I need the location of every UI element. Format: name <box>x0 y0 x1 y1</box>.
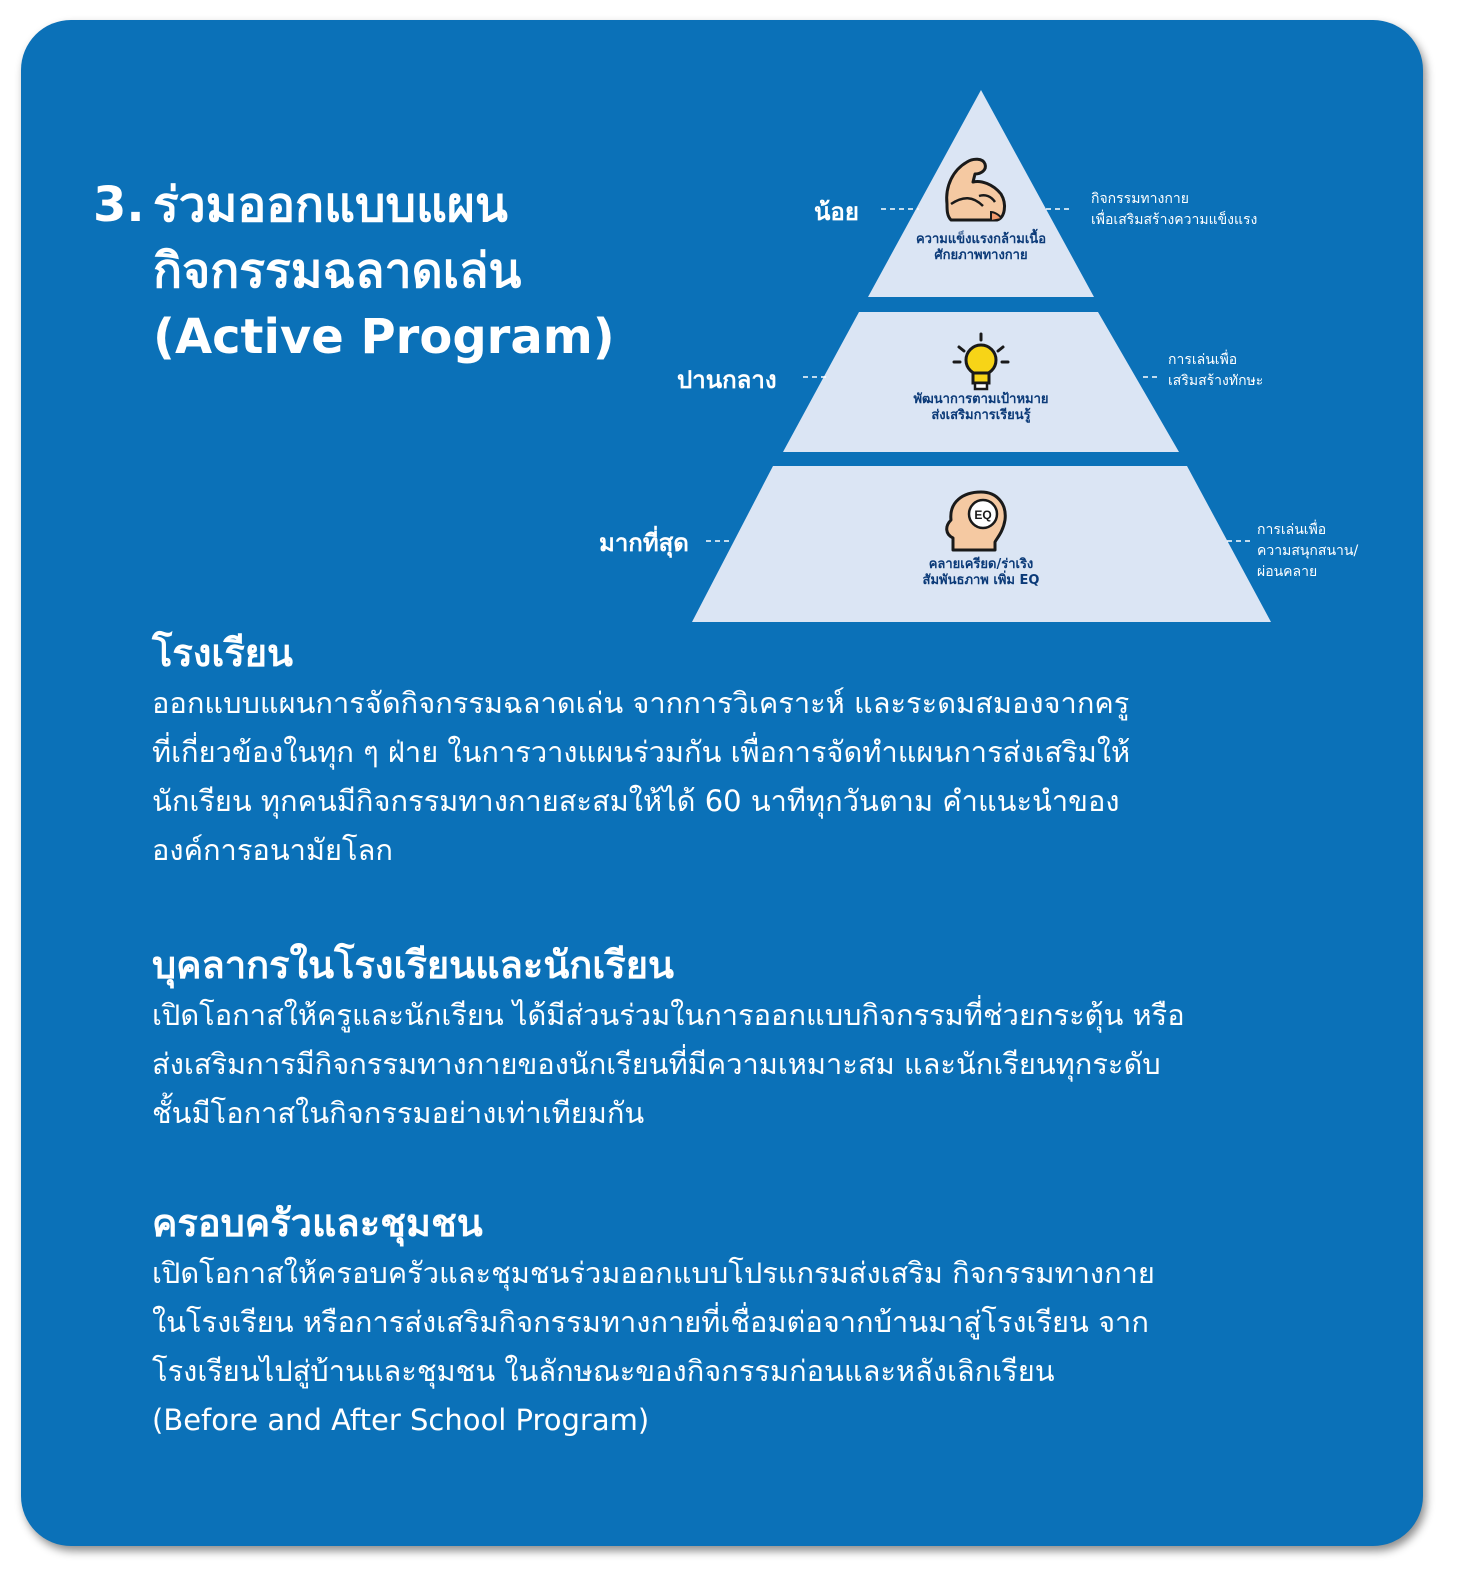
section-staff-students <box>152 939 1332 1138</box>
pyramid-note-middle <box>1168 350 1263 392</box>
note-line: การเล่นเพื่อ <box>1168 352 1238 368</box>
section-heading: โรงเรียน <box>152 631 294 675</box>
note-line: กิจกรรมทางกาย <box>1091 191 1189 207</box>
section-text-line: (Before and After School Program) <box>152 1403 650 1437</box>
section-school <box>152 627 1332 875</box>
pyramid-label-low: น้อย <box>814 198 859 226</box>
note-line: ความสนุกสนาน/ <box>1257 543 1359 559</box>
pyramid-label-medium: ปานกลาง <box>677 366 777 394</box>
section-text-line: โรงเรียนไปสู่บ้านและชุมชน ในลักษณะของกิจกรรมก่อนและหลังเลิกเรียน <box>152 1354 1055 1388</box>
section-heading: บุคลากรในโรงเรียนและนักเรียน <box>152 943 674 987</box>
section-family-community <box>152 1197 1332 1445</box>
title-line: กิจกรรมฉลาดเล่น <box>153 243 522 299</box>
tier-caption-line: คลายเครียด/ร่าเริง <box>928 557 1034 572</box>
tier-caption-bottom <box>881 557 1081 589</box>
section-text-line: ออกแบบแผนการจัดกิจกรรมฉลาดเล่น จากการวิเคราะห์ และระดมสมองจากครู <box>152 686 1130 720</box>
title-number: 3. <box>93 177 145 233</box>
activity-pyramid <box>21 20 1423 640</box>
note-line: เพื่อเสริมสร้างความแข็งแรง <box>1091 212 1258 228</box>
note-line: เสริมสร้างทักษะ <box>1168 373 1264 389</box>
title-line: ร่วมออกแบบแผน <box>153 177 508 233</box>
section-heading: ครอบครัวและชุมชน <box>152 1201 483 1245</box>
section-text-line: นักเรียน ทุกคนมีกิจกรรมทางกายสะสมให้ได้ 60 นาทีทุกวันตาม คำแนะนำของ <box>152 784 1120 818</box>
pyramid-note-bottom <box>1257 520 1358 583</box>
section-text-line: ชั้นมีโอกาสในกิจกรรมอย่างเท่าเทียมกัน <box>152 1096 645 1130</box>
pyramid-label-most: มากที่สุด <box>599 529 689 557</box>
tier-caption-line: ความแข็งแรงกล้ามเนื้อ <box>915 232 1047 247</box>
tier-caption-top <box>891 232 1071 264</box>
section-text-line: เปิดโอกาสให้ครูและนักเรียน ได้มีส่วนร่วมในการออกแบบกิจกรรมที่ช่วยกระตุ้น หรือ <box>152 998 1185 1032</box>
section-text-line: ในโรงเรียน หรือการส่งเสริมกิจกรรมทางกายที่เชื่อมต่อจากบ้านมาสู่โรงเรียน จาก <box>152 1305 1149 1339</box>
tier-caption-line: ส่งเสริมการเรียนรู้ <box>931 408 1031 423</box>
tier-caption-middle <box>881 392 1081 424</box>
note-line: ผ่อนคลาย <box>1257 564 1318 580</box>
tier-caption-line: สัมพันธภาพ เพิ่ม EQ <box>922 573 1040 588</box>
section-text-line: ที่เกี่ยวข้องในทุก ๆ ฝ่าย ในการวางแผนร่วมกัน เพื่อการจัดทำแผนการส่งเสริมให้ <box>152 735 1131 769</box>
section-text-line: ส่งเสริมการมีกิจกรรมทางกายของนักเรียนที่มีความเหมาะสม และนักเรียนทุกระดับ <box>152 1047 1161 1081</box>
head-eq-icon <box>947 492 1006 550</box>
tier-caption-line: ศักยภาพทางกาย <box>934 248 1028 263</box>
note-line: การเล่นเพื่อ <box>1257 522 1327 538</box>
tier-caption-line: พัฒนาการตามเป้าหมาย <box>913 392 1049 407</box>
eq-icon-text: EQ <box>974 508 992 522</box>
info-card <box>21 20 1423 1546</box>
section-text-line: องค์การอนามัยโลก <box>152 833 393 867</box>
section-text-line: เปิดโอกาสให้ครอบครัวและชุมชนร่วมออกแบบโปรแกรมส่งเสริม กิจกรรมทางกาย <box>152 1256 1155 1290</box>
title-line: (Active Program) <box>153 309 615 365</box>
pyramid-note-top <box>1091 189 1257 231</box>
